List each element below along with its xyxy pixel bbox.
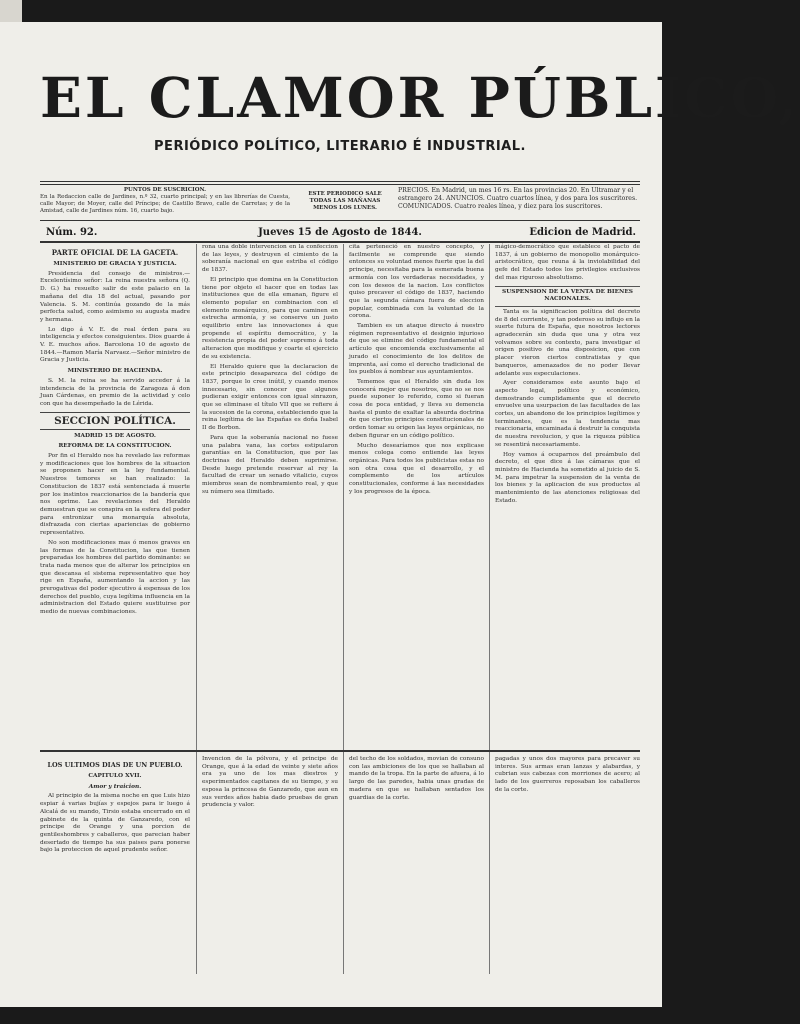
- dateline: [40, 224, 640, 242]
- section-heading-political: SECCION POLÍTICA.: [40, 412, 190, 430]
- feuilleton-column-1: [40, 756, 190, 976]
- newspaper-title: EL CLAMOR PÚBLICO,: [40, 65, 800, 130]
- column-separator: [343, 244, 344, 974]
- masthead-rule: [40, 181, 640, 182]
- dateline-top-rule: [40, 220, 640, 221]
- subscription-heading: PUNTOS DE SUSCRICION.: [123, 187, 207, 193]
- article-heading: REFORMA DE LA CONSTITUCION.: [58, 443, 172, 450]
- paragraph: El principio que domina en la Constitucion tiene por objeto el hacer que en todas las instituciones que de ella emanan, figure el elemento popular en combinacion con el elemento monárquico, para que caminen en estrecha armonía, y se conserve un justo equilibrio entre las innovaciones á que propende el espíritu democrático, y la resistencia propia del poder supremo á toda alteracion que modifique y coarte el ejercicio de su existencia.: [202, 276, 338, 360]
- paragraph: rona una doble intervencion en la confeccion de las leyes, y destruyen el cimiento de la soberanía nacional en que estriba el código de 1837.: [202, 244, 338, 274]
- paragraph: mágico-democrático que establece el pacto de 1837, á un gobierno de monopolio monárquico-aristocrático, que reuna á la inviolabilidad del gefe del Estado todos los privilegios exclusivos del mas riguroso absolutismo.: [495, 244, 640, 281]
- feuilleton-column-4: [495, 756, 640, 976]
- section-heading: PARTE OFICIAL DE LA GACETA.: [51, 248, 179, 257]
- paragraph: Hoy vamos á ocuparnos del preámbulo del decreto, el que dice á las cámaras que el ministro de Hacienda ha sometido al juicio de S. M. para impetrar la suspension de la venta de los bienes y la aplicacion de sus productos al mantenimiento de las atenciones religiosas del Estado.: [495, 451, 640, 504]
- paragraph: Al principio de la misma noche en que Luis hizo espiar á varias bujías y espejos para ir luego á Alcalá de su mando, Tirsio estaba encerrado en el gabinete de la quinta de Ganzaredo, con el principe de Orange y una porcion de gentileshombres y caballeros, que parecian haber desertado de tiempo ha sus paises para ponerse bajo la proteccion de aquel prudente señor.: [40, 793, 190, 854]
- paragraph: Tememos que el Heraldo sin duda los conocerá mejor que nosotros, que no se nos puede suponer lo referido, como si fueran cosa de poca entidad, y lleva su demencia hasta el punto de exaltar la absurda doctrina de que ciertos principios constitucionales de orden tomar su origen las leyes orgánicas, no deben figurar en un código político.: [349, 378, 484, 439]
- paragraph: S. M. la reina se ha servido acceder á la intendencia de la provincia de Zaragoza á don Juan Cárdenas, en premio de la actividad y celo con que ha desempeñado la de Lérida.: [40, 377, 190, 407]
- feuilleton-rule: [40, 750, 640, 752]
- dateline-bottom-rule: [40, 241, 640, 243]
- ministry-heading: MINISTERIO DE GRACIA Y JUSTICIA.: [53, 261, 177, 267]
- column-separator: [489, 244, 490, 974]
- place-date-heading: MADRID 15 DE AGOSTO.: [74, 432, 156, 439]
- column-4: [495, 244, 640, 748]
- paragraph: Mucho desearíamos que nos explicase menos colega como entiende las leyes orgánicas. Para todos los publicistas estas no son otra cosa que el desarrollo, y el complemento de los artículos constitucionales, conforme á las necesidades y los progresos de la época.: [349, 442, 484, 495]
- subscription-box: [40, 187, 290, 215]
- paragraph: Lo digo á V. E. de real órden para su inteligencia y efectos consiguientes. Dios guarde á V. E. muchos años. Barcelona 10 de agosto de 1844.—Ramon María Narvaez.—Señor ministro de Gracia y Justicia.: [40, 326, 190, 364]
- column-2: [202, 244, 338, 748]
- paragraph: pagadas y unos dos mayores para precaver su interes. Sus armas eran lanzas y alabardas, y cubrian sus cabezas con morriones de acero; al lado de los guerreros reposaban los caballeros de la corte.: [495, 756, 640, 793]
- ministry-heading: MINISTERIO DE HACIENDA.: [67, 368, 163, 375]
- paragraph: Por fin el Heraldo nos ha revelado las reformas y modificaciones que los hombres de la situacion se proponen hacer en la ley fundamental. Nuestros temores se han realizado: la Constitucion de 1837 está sentenciada á muerte por los instintos reaccionarios de la bandería que nos oprime. Las revelaciones del Heraldo demuestran que se conspira en la esfera del poder para entronizar una monarquía absoluta, disfrazada con ciertas apariencias de gobierno representativo.: [40, 453, 190, 537]
- paragraph: cita perteneció en nuestro concepto, y facilmente se comprende que siendo entonces su voluntad menos fuerte que la del principe, necesitaba para la esmerada buena armonía con los verdaderas necesidades, y con los deseos de la nacion. Los conflictos quiso precaver el código de 1837, haciendo que la segunda cámara fuera de eleccion popular, combinada con la voluntad de la corona.: [349, 244, 484, 320]
- publication-schedule-box: [305, 191, 385, 212]
- issue-number: Núm. 92.: [46, 227, 98, 238]
- paragraph: Tambien es un ataque directo á nuestro régimen representativo el designio injurioso de que se elimine del código fundamental el artículo que encomienda exclusivamente al jurado el conocimiento de los delitos de imprenta, así como el derecho tradicional de los pueblos á nombrar sus ayuntamientos.: [349, 323, 484, 376]
- publication-schedule: ESTE PERIODICO SALE TODAS LAS MAÑANAS MENOS LOS LUNES.: [308, 191, 382, 211]
- column-3: [349, 244, 484, 748]
- feuilleton-title: LOS ULTIMOS DIAS DE UN PUEBLO.: [47, 761, 183, 769]
- column-1: [40, 244, 190, 748]
- paragraph: Invencion de la pólvora, y el principe de Orange, que á la edad de veinte y siete años era ya uno de los mas diestros y esperimentados capitanes de su tiempo, y su esposa la princesa de Ganzaredo, que aun en sus verdes años habia dado pruebas de gran prudencia y valor.: [202, 756, 338, 809]
- paragraph: Ayer consideramos este asunto bajo el aspecto legal, político y económico, demostrando cumplidamente que el decreto envuelve una usurpacion de las facultades de las cortes, un abandono de los principios legítimos y terminantes, que es la tendencia mas reaccionaria, encaminada á destruir la conquista de nuestra revolucion, y que la riqueza pública se resentirá necesariamente.: [495, 380, 640, 448]
- masthead-rule-double: [40, 184, 640, 185]
- feuilleton-column-2: [202, 756, 338, 976]
- edition-label: Edicion de Madrid.: [529, 227, 636, 238]
- paragraph: No son modificaciones mas ó menos graves en las formas de la Constitucion, las que tienen preparadas los hombres del partido dominante: se trata nada menos que de alterar los principios en que descansa el sistema representativo que hoy rige en España, aumentando la accion y las prerogativas del poder ejecutivo á espensas de los derechos del pueblo, cuya legítima influencia en la administracion del Estado quiere sustituirse por medio de nuevas combinaciones.: [40, 539, 190, 616]
- column-separator: [196, 244, 197, 974]
- chapter-subtitle: Amor y traicion.: [88, 783, 142, 790]
- prices-box: [398, 187, 640, 211]
- chapter-heading: CAPITULO XVII.: [88, 773, 142, 779]
- paragraph: Presidencia del consejo de ministros.—Excelentísimo señor: La reina nuestra señora (Q. D. G.) ha resuelto salir de este palacio en la mañana del dia 18 del actual, pasando por Valencia. S. M. continúa gozando de la más perfecta salud, como asimismo su augusta madre y hermana.: [40, 270, 190, 323]
- paragraph: Para que la soberanía nacional no fuese una palabra vana, las cortes estipularon garantías en la Constitucion, que por las doctrinas del Heraldo deben suprimirse. Desde luego pretende reservar al rey la facultad de crear un senado vitalicio, cuyos miembros sean de nombramiento real, y que su número sea ilimitado.: [202, 434, 338, 495]
- paragraph: del techo de los soldados, movian de consuno con las ambiciones de los que se hallaban al mando de la tropa. En la parte de afuera, á lo largo de las paredes, habia unas gradas de madera en que se hallaban sentados los guardias de la corte.: [349, 756, 484, 801]
- article-heading: SUSPENSION DE LA VENTA DE BIENES NACIONALES.: [495, 286, 640, 307]
- prices-text: PRECIOS. En Madrid, un mes 16 rs. En las provincias 20. En Ultramar y el estrangero 24. ANUNCIOS. Cuatro cuartos línea, y dos para los suscritores. COMUNICADOS. Cuatro reales línea, y diez para los suscritores.: [398, 187, 638, 210]
- issue-date: Jueves 15 de Agosto de 1844.: [258, 227, 422, 238]
- newspaper-subtitle: PERIÓDICO POLÍTICO, LITERARIO É INDUSTRIAL.: [154, 139, 526, 154]
- feuilleton-column-3: [349, 756, 484, 976]
- paragraph: El Heraldo quiere que la declaracion de este principio desaparezca del código de 1837, porque lo cree inútil, y cuando menos innecesario, sin conocer que algunos pudieran exigir entonces con igual sinrazon, que se eliminase el título VII que se refiere á la sucesion de la corona, estableciendo que la reina legítima de las Españas es doña Isabel II de Borbon.: [202, 363, 338, 432]
- paragraph: Tanta es la significacion política del decreto de 8 del corriente, y tan poderoso su influjo en la suerte futura de España, que nosotros lectores agradecerán sin duda que una y otra vez volvamos sobre su contexto, para investigar el origen positivo de una disposicion, que con placer vieron ciertos contratistas y que banqueros, amenazados de no poder llevar adelante sus especulaciones.: [495, 308, 640, 377]
- subscription-text: En la Redaccion calle de Jardines, n.º 32, cuarto principal; y en las librerías de Cuesta, calle Mayor; de Moyer, calle del Príncipe; de Castillo Bravo, calle de Carretas; y de la Amistad, calle de Jardines núm. 16, cuarto bajo.: [40, 194, 290, 214]
